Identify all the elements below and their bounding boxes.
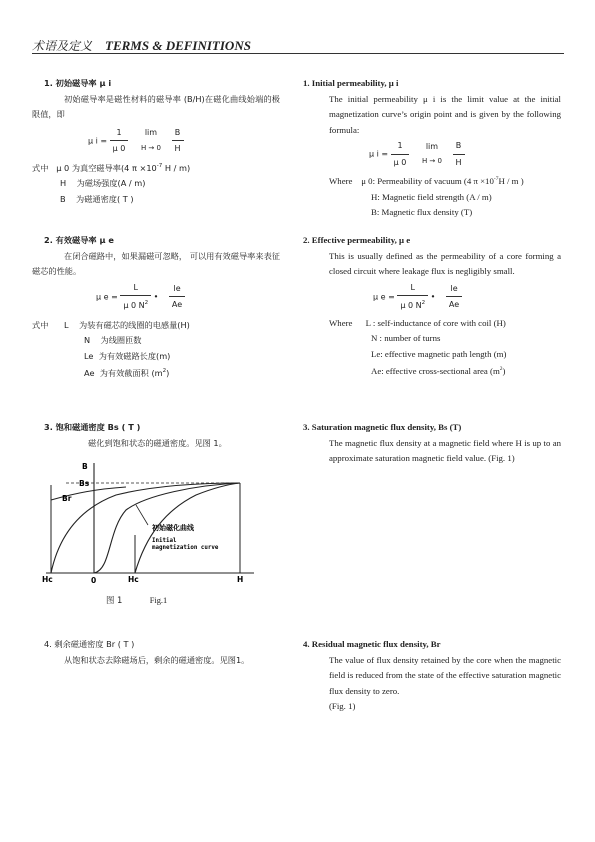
left-s2-where-2: N 为线圈匝数 — [84, 335, 142, 345]
fig-label-Hc-left: Hc — [42, 575, 53, 584]
left-s2-where-3: Le 为有效磁路长度(m) — [84, 350, 171, 361]
fig-label-B: B — [82, 462, 88, 471]
right-s4-ref: (Fig. 1) — [329, 701, 356, 711]
formula-lhs: μ e = — [96, 292, 118, 301]
right-s2-body: This is usually defined as the permeability of a core forming a closed circuit where leakage flux is negligibly small. — [329, 250, 561, 276]
left-s2-title: 2. 有效磁导率 μ e — [44, 235, 114, 245]
left-s2-body: 在闭合磁路中，如果漏磁可忽略， 可以用有效磁导率来表征磁芯的性能。 — [32, 250, 280, 276]
figure-caption-cn: 图 1 — [106, 595, 123, 605]
right-s4-body: The value of flux density retained by the core when the magnetic field is reduced from the state of the effective saturation magnetic flux density to zero. — [329, 654, 561, 696]
formula-fraction-1: $\frac{1}{\mu 0}$ — [110, 125, 129, 157]
fig-label-Bs: Bs — [79, 479, 90, 488]
formula-fraction-1: $\frac{1}{\mu 0}$ — [391, 138, 410, 170]
right-s2-where-2: N : number of turns — [371, 333, 441, 343]
left-s1-formula — [88, 125, 280, 159]
right-s1-title: 1. Initial permeability, μ i — [303, 78, 399, 88]
left-section-2 — [32, 233, 280, 382]
header-title-en: TERMS & DEFINITIONS — [105, 38, 251, 53]
right-s3-body: The magnetic flux density at a magnetic field where H is up to an approximate saturation magnetic field value. (Fig. 1) — [329, 437, 561, 463]
fig-label-Hc-right: Hc — [128, 575, 139, 584]
hysteresis-upper-branch — [51, 483, 240, 573]
right-s1-formula — [369, 138, 561, 172]
magnetization-curve-figure — [36, 455, 266, 590]
right-s2-formula — [373, 280, 561, 314]
header-rule — [32, 53, 564, 54]
formula-fraction-2: $\frac{le}{Ae}$ — [169, 281, 185, 313]
fig-label-zero: 0 — [91, 576, 97, 585]
formula-fraction-2: $\frac{B}{H}$ — [453, 138, 465, 170]
formula-fraction-2: $\frac{le}{Ae}$ — [446, 281, 462, 313]
right-s1-where-1: Where μ 0: Permeability of vacuum (4 $\pi \times 10^{-7}H / m$ ) — [329, 176, 524, 186]
formula-lhs: μ e = — [373, 292, 395, 301]
right-s4-title: 4. Residual magnetic flux density, Br — [303, 639, 441, 649]
right-s2-title: 2. Effective permeability, μ e — [303, 235, 411, 245]
left-section-3 — [44, 420, 280, 451]
right-s1-where-2: H: Magnetic field strength (A / m) — [371, 191, 492, 202]
formula-dot: • — [430, 292, 436, 301]
left-s1-where-1: 式中 μ 0 为真空磁导率(4 $\pi \times 10^{-7}$ H / m) — [32, 162, 191, 173]
right-s2-where-3: Le: effective magnetic path length (m) — [371, 348, 507, 359]
left-s2-where-1: 式中 L 为装有磁芯的线圈的电感量(H) — [32, 319, 190, 330]
left-s2-formula — [96, 280, 280, 314]
formula-lhs: μ i = — [369, 149, 389, 159]
left-section-4 — [44, 637, 280, 668]
formula-dot: • — [153, 292, 159, 301]
formula-limit: lim H → 0 — [421, 141, 442, 165]
curve-label-pointer — [136, 505, 148, 525]
left-s3-title: 3. 饱和磁通密度 Bs ( T ) — [44, 422, 141, 432]
page-header — [32, 37, 251, 54]
formula-fraction-1: $\frac{L}{\mu 0 N^2}$ — [397, 280, 428, 314]
left-s3-body: 磁化到饱和状态的磁通密度。见图 1。 — [88, 437, 227, 448]
right-s2-where-4: Ae: effective cross-sectional area $(m^2)$ — [371, 366, 506, 376]
fig-curve-label-cn: 初始磁化曲线 — [152, 524, 194, 532]
fig-label-Br: Br — [62, 494, 72, 503]
left-section-1 — [32, 76, 280, 207]
right-s1-body: The initial permeability μ i is the limit value at the initial magnetization curve’s origin point and is given by the following formula: — [329, 93, 561, 135]
left-s1-where-2: H 为磁场强度(A / m) — [60, 178, 146, 188]
left-s1-title: 1. 初始磁导率 μ i — [44, 78, 112, 88]
figure-caption-en: Fig.1 — [149, 596, 168, 605]
fig-label-H: H — [237, 575, 244, 584]
left-s4-body: 从饱和状态去除磁场后，剩余的磁通密度。见图1。 — [64, 654, 250, 665]
left-s1-where-3: B 为磁通密度( T ) — [60, 193, 134, 204]
fig-curve-label-en-1: Initial — [152, 538, 177, 544]
fig-curve-label-en-2: magnetization curve — [152, 545, 219, 551]
left-s1-body: 初始磁导率是磁性材料的磁导率 (B/H)在磁化曲线始端的极限值，即 — [32, 93, 280, 119]
right-s1-where-3: B: Magnetic flux density (T) — [371, 207, 473, 217]
left-s2-where-4: Ae 为有效截面积 $(m^2)$ — [84, 368, 170, 378]
header-title-cn: 术语及定义 — [32, 39, 93, 53]
formula-lhs: μ i = — [88, 136, 108, 145]
right-section-2 — [303, 233, 561, 380]
right-s3-title: 3. Saturation magnetic flux density, Bs (T) — [303, 422, 462, 432]
formula-limit: lim H → 0 — [140, 128, 161, 152]
formula-fraction-2: $\frac{B}{H}$ — [172, 125, 184, 157]
figure-caption — [106, 594, 167, 606]
formula-fraction-1: $\frac{L}{\mu 0 N^2}$ — [120, 280, 151, 314]
right-section-4 — [303, 637, 561, 715]
left-s4-title: 4. 剩余磁通密度 Br ( T ) — [44, 639, 135, 649]
right-s2-where-1: Where L : self-inductance of core with coil (H) — [329, 317, 506, 328]
right-section-3 — [303, 420, 561, 467]
right-section-1 — [303, 76, 561, 221]
